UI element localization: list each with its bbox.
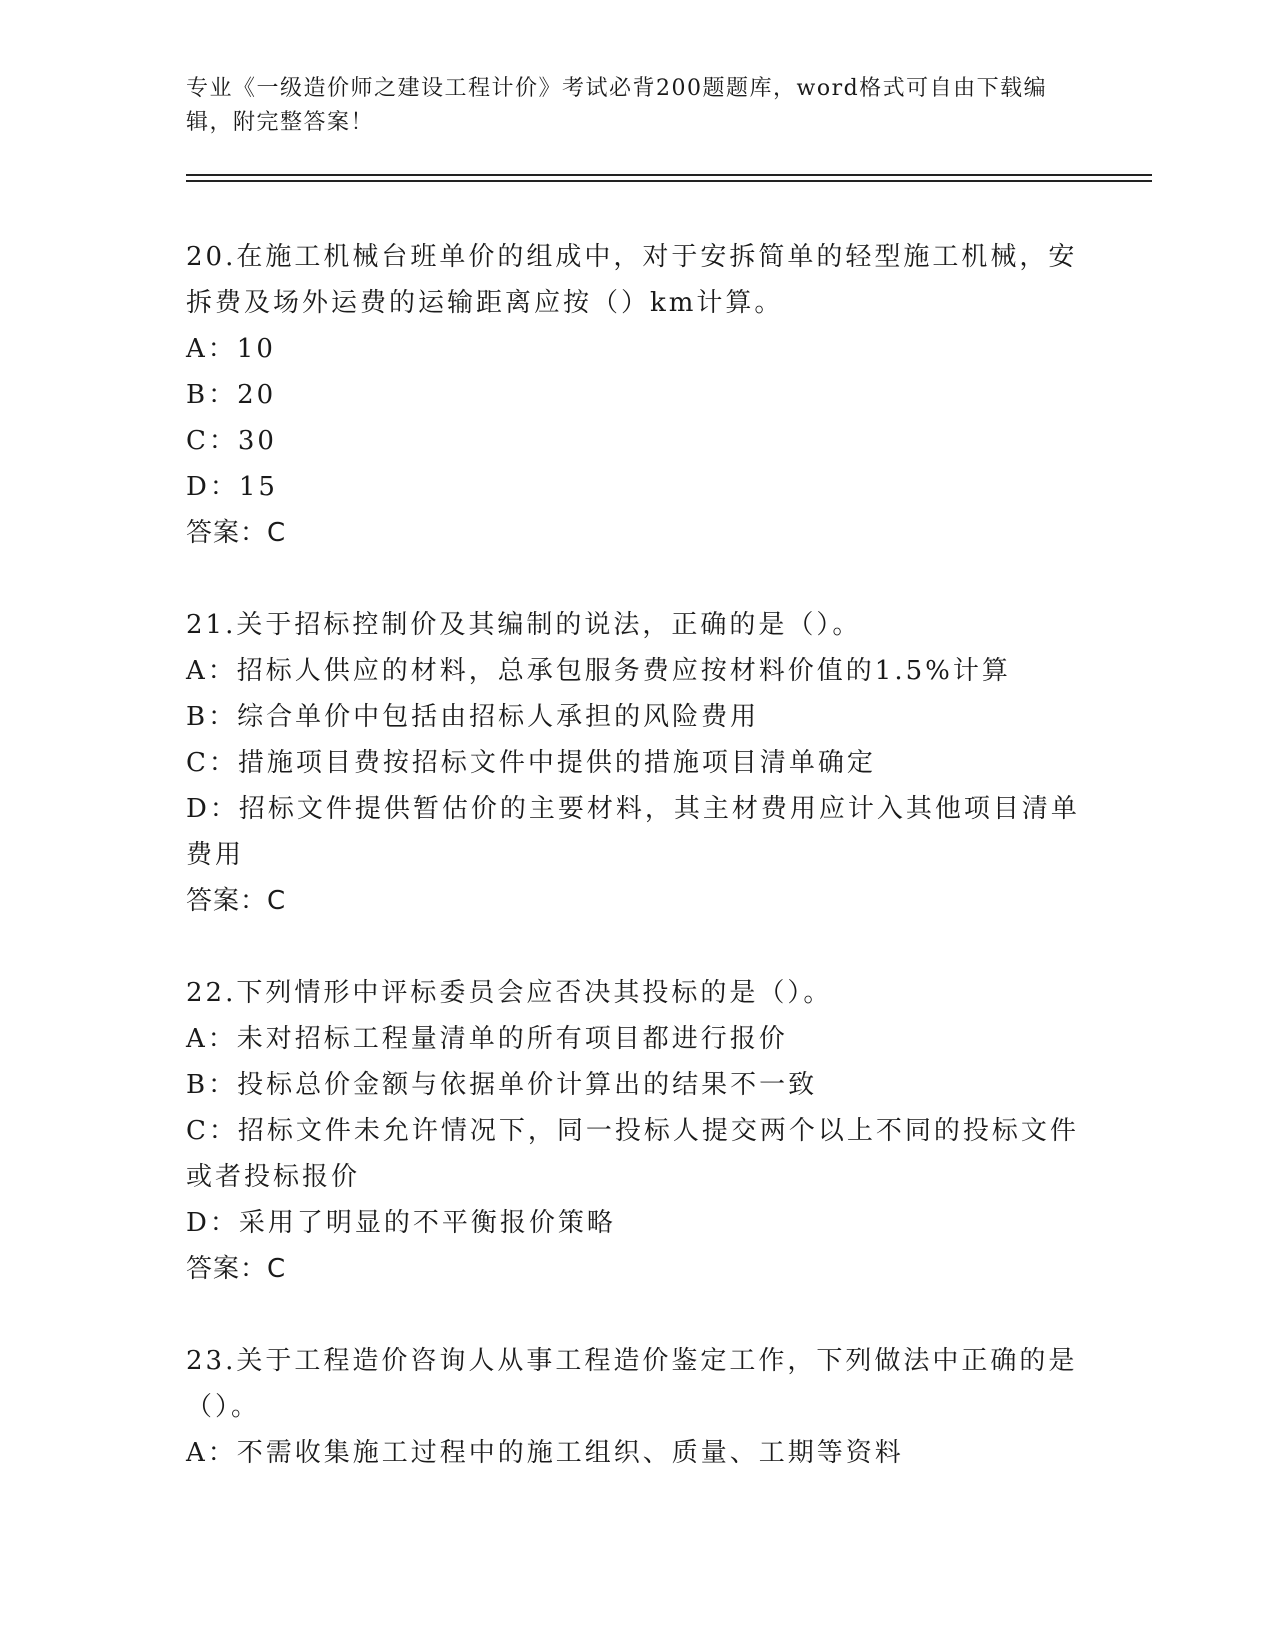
question-list — [186, 234, 1086, 1522]
question-23 — [186, 1338, 1086, 1476]
question-20 — [186, 234, 1086, 556]
option-a: A：招标人供应的材料，总承包服务费应按材料价值的1.5%计算 — [186, 656, 1011, 686]
option-d: D：招标文件提供暂估价的主要材料，其主材费用应计入其他项目清单费用 — [186, 794, 1080, 870]
answer-text: 答案：C — [186, 1254, 287, 1284]
question-21 — [186, 602, 1086, 924]
header-rule-top — [186, 174, 1152, 176]
question-text: 20.在施工机械台班单价的组成中，对于安拆简单的轻型施工机械，安拆费及场外运费的运输距离应按（）km计算。 — [186, 242, 1078, 318]
option-c: C：30 — [186, 426, 277, 456]
answer-text: 答案：C — [186, 886, 287, 916]
option-c: C：措施项目费按招标文件中提供的措施项目清单确定 — [186, 748, 876, 778]
option-a: A：未对招标工程量清单的所有项目都进行报价 — [186, 1024, 788, 1054]
option-a: A：不需收集施工过程中的施工组织、质量、工期等资料 — [186, 1438, 904, 1468]
option-b: B：综合单价中包括由招标人承担的风险费用 — [186, 702, 760, 732]
answer-text: 答案：C — [186, 518, 287, 548]
question-text: 21.关于招标控制价及其编制的说法，正确的是（）。 — [186, 610, 862, 640]
option-b: B：投标总价金额与依据单价计算出的结果不一致 — [186, 1070, 818, 1100]
option-a: A：10 — [186, 334, 276, 364]
page-header: 专业《一级造价师之建设工程计价》考试必背200题题库，word格式可自由下载编辑，附完整答案！ — [186, 76, 1048, 135]
option-d: D：15 — [186, 472, 278, 502]
option-d: D：采用了明显的不平衡报价策略 — [186, 1208, 616, 1238]
option-c: C：招标文件未允许情况下，同一投标人提交两个以上不同的投标文件或者投标报价 — [186, 1116, 1079, 1192]
option-b: B：20 — [186, 380, 277, 410]
question-22 — [186, 970, 1086, 1292]
header-rule-bottom — [186, 180, 1152, 182]
question-text: 23.关于工程造价咨询人从事工程造价鉴定工作，下列做法中正确的是（）。 — [186, 1346, 1078, 1422]
question-text: 22.下列情形中评标委员会应否决其投标的是（）。 — [186, 978, 833, 1008]
